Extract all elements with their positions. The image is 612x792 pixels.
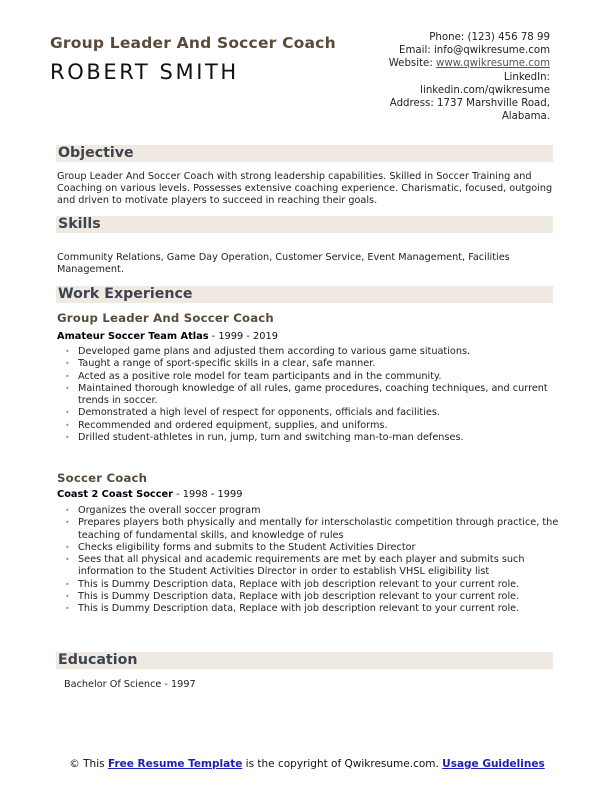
section-skills-header	[56, 216, 553, 233]
education-entry: Bachelor Of Science - 1997	[64, 679, 196, 690]
candidate-name: ROBERT SMITH	[50, 60, 239, 84]
contact-address-line1: Address: 1737 Marshville Road,	[389, 98, 550, 110]
objective-text: Group Leader And Soccer Coach with strong leadership capabilities. Skilled in Soccer Training and Coaching on various levels. Possesses extensive coaching experience. Charismatic, focused, outgoing and driven to motivate players to succeed in reaching their goals.	[57, 171, 553, 206]
job-1-company-line	[57, 331, 278, 343]
contact-linkedin-label: LinkedIn:	[503, 71, 550, 83]
list-item: • Drilled student-athletes in run, jump, turn and switching man-to-man defenses.	[78, 432, 568, 444]
list-item: • Checks eligibility forms and submits to the Student Activities Director	[78, 542, 568, 554]
contact-address-line2: Alabama.	[501, 111, 550, 123]
contact-block	[350, 31, 550, 123]
usage-guidelines-link[interactable]: Usage Guidelines	[442, 758, 545, 770]
list-item: • This is Dummy Description data, Replace with job description relevant to your current role.	[78, 591, 568, 603]
list-item: • Developed game plans and adjusted them according to various game situations.	[78, 346, 568, 358]
section-title-education: Education	[58, 652, 138, 668]
contact-website	[350, 57, 550, 70]
job-title: Group Leader And Soccer Coach	[50, 34, 336, 52]
section-objective-header	[56, 145, 553, 162]
job-1-company: Amateur Soccer Team Atlas	[57, 331, 209, 342]
website-link[interactable]: www.qwikresume.com	[435, 58, 550, 70]
job-2-dates: - 1998 - 1999	[173, 489, 243, 500]
copyright-footer	[60, 758, 554, 771]
section-title-skills: Skills	[58, 216, 101, 232]
list-item: • Prepares players both physically and mentally for interscholastic competition through practice, the teaching of fundamental skills, and knowledge of rules	[78, 517, 568, 542]
list-item: • Sees that all physical and academic requirements are met by each player and submits such information to the Student Activities Director in order to establish VHSL eligibility list	[78, 554, 568, 579]
free-resume-template-link[interactable]: Free Resume Template	[107, 758, 243, 770]
job-1-bullets	[57, 346, 568, 444]
list-item: • Demonstrated a high level of respect for opponents, officials and facilities.	[78, 407, 568, 419]
job-2-title: Soccer Coach	[57, 471, 148, 485]
list-item: • Organizes the overall soccer program	[78, 505, 568, 517]
job-2-company: Coast 2 Coast Soccer	[57, 489, 174, 500]
contact-linkedin-value: linkedin.com/qwikresume	[420, 84, 550, 96]
list-item: • Acted as a positive role model for team participants and in the community.	[78, 371, 568, 383]
contact-email: Email: info@qwikresume.com	[399, 45, 550, 57]
section-education-header	[56, 652, 553, 669]
job-1-dates: - 1999 - 2019	[208, 331, 278, 342]
job-2-company-line	[57, 489, 242, 501]
skills-text: Community Relations, Game Day Operation, Customer Service, Event Management, Facilities Management.	[57, 252, 510, 275]
list-item: • Maintained thorough knowledge of all rules, game procedures, coaching techniques, and current trends in soccer.	[78, 383, 568, 408]
list-item: • This is Dummy Description data, Replace with job description relevant to your current role.	[78, 579, 568, 591]
list-item: • This is Dummy Description data, Replace with job description relevant to your current role.	[78, 603, 568, 615]
list-item: • Taught a range of sport-specific skills in a clear, safe manner.	[78, 358, 568, 370]
job-1-title: Group Leader And Soccer Coach	[57, 311, 274, 325]
website-label: Website:	[388, 58, 436, 70]
contact-phone: Phone: (123) 456 78 99	[429, 32, 550, 43]
job-2-bullets	[57, 505, 568, 616]
section-title-work-experience: Work Experience	[58, 286, 193, 302]
section-work-experience-header	[56, 286, 553, 303]
list-item: • Recommended and ordered equipment, supplies, and uniforms.	[78, 420, 568, 432]
footer-prefix: © This	[69, 758, 108, 770]
footer-middle: is the copyright of Qwikresume.com.	[242, 758, 443, 770]
resume-header	[50, 33, 336, 85]
section-title-objective: Objective	[58, 145, 134, 161]
